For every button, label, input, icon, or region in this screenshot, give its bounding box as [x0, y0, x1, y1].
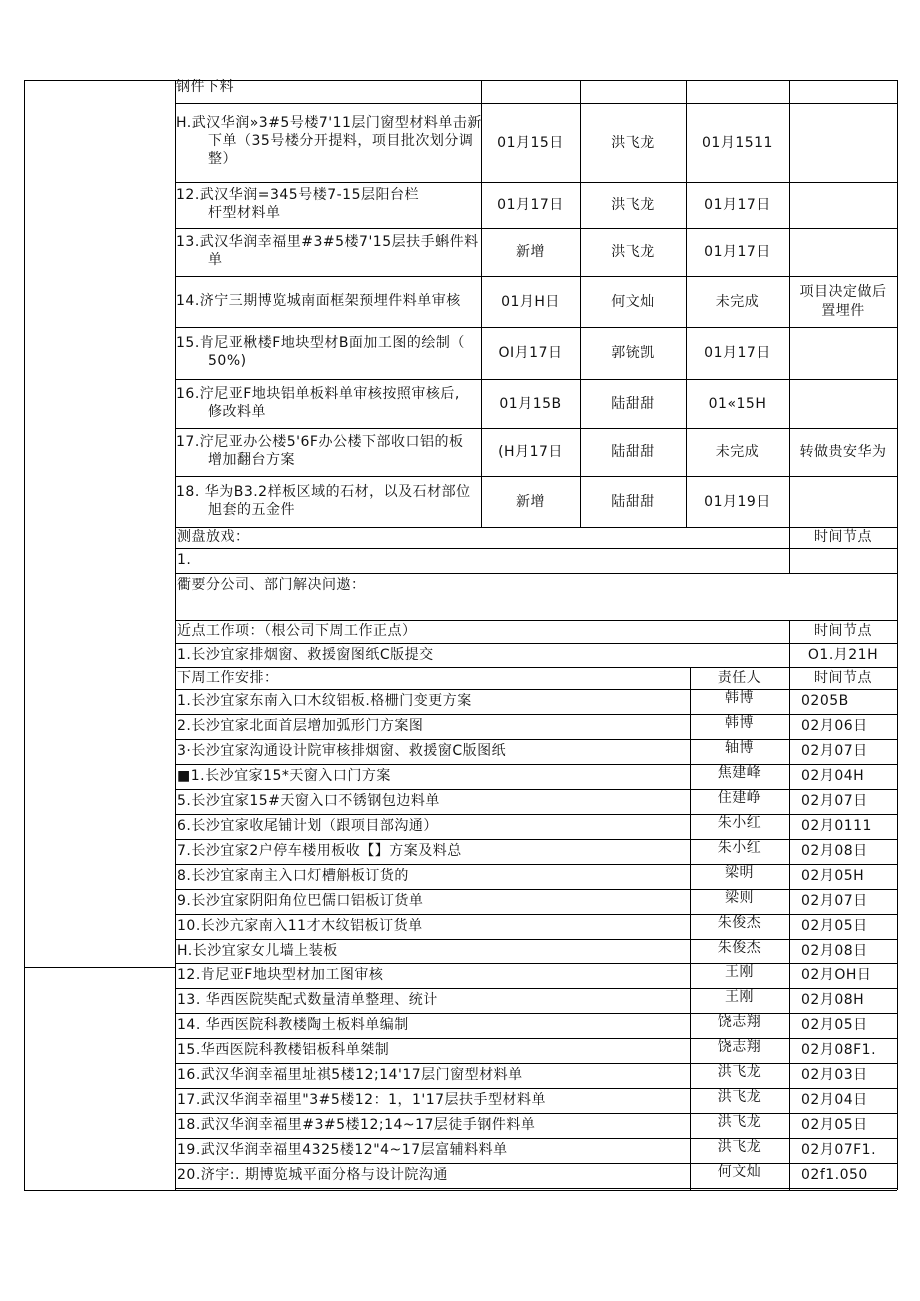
table-border [175, 573, 897, 574]
next-week-date: 02f1.050 [801, 1167, 868, 1184]
task-text [176, 114, 481, 168]
next-week-owner: 韩博 [725, 690, 754, 706]
next-week-owner: 住建峥 [717, 789, 762, 806]
table-border [175, 667, 897, 668]
next-week-owner: 焦建峰 [717, 764, 762, 781]
focus-item: 1.长沙宜家排烟窗、救援窗图纸C版提交 [177, 647, 434, 663]
task-text [176, 233, 481, 269]
task-line: 17.泞尼亚办公楼5'6F办公楼下部收口铝的板 [176, 434, 464, 450]
task-line: 杆型材料单 [208, 205, 281, 221]
plan-date: 01月H日 [501, 293, 560, 310]
responsible-person: 郭铳凯 [611, 345, 655, 361]
task-line: 整） [208, 151, 237, 167]
plan-date: 新增 [516, 493, 545, 510]
table-border [175, 476, 897, 477]
next-week-owner: 饶志翔 [717, 1039, 762, 1056]
next-week-task: 15.华西医院科教楼铝板科单桀制 [177, 1042, 390, 1059]
focus-item-date: O1.月21H [807, 647, 879, 663]
next-week-date: 0205B [801, 693, 849, 709]
next-week-owner: 朱小红 [717, 814, 762, 831]
table-border [175, 327, 897, 328]
task-text [176, 483, 481, 519]
next-week-date: 02月08H [801, 992, 865, 1009]
next-week-date: 02月04H [801, 767, 865, 784]
next-week-date: 02月OH日 [801, 967, 872, 984]
responsible-person: 陆甜甜 [611, 444, 655, 460]
next-week-owner: 何文灿 [717, 1164, 762, 1181]
remark-note: 转做贵安华为 [799, 443, 887, 460]
table-border [24, 967, 175, 968]
plan-date: 01月15B [499, 395, 562, 412]
task-line: 15.肯尼亚楸楼F地块型材B面加工图的绘制（ [176, 335, 465, 351]
completion-status: 未完成 [715, 444, 760, 460]
next-week-task: H.长沙宜家女儿墙上装板 [177, 942, 338, 959]
task-line: 50%) [208, 353, 247, 369]
plan-date: 新增 [516, 244, 545, 260]
next-week-label: 下周工作安排： [177, 670, 279, 686]
responsible-person: 洪飞龙 [611, 134, 655, 151]
next-week-date: 02月04日 [801, 1092, 868, 1109]
task-line: 钢件下料 [176, 79, 234, 95]
completion-status: 未完成 [715, 293, 760, 310]
table-border [897, 80, 898, 1190]
next-week-owner: 轴博 [725, 739, 754, 756]
next-week-task: 17.武汉华润幸福里"3#5楼12：1，1'17层扶手型材料单 [177, 1092, 547, 1109]
next-week-task: 1.长沙宜家东南入口木纹铝板.格栅门变更方案 [177, 693, 472, 709]
completion-status: 01月1511 [702, 134, 773, 151]
time-node-header: 时间节点 [814, 623, 872, 639]
test-section-label: 测盘放戏： [177, 529, 250, 545]
task-line: 16.泞尼亚F地块铝单板料单审核按照审核后, [176, 385, 460, 402]
task-line: 增加翻台方案 [208, 452, 295, 468]
table-border [175, 182, 897, 183]
next-week-date: 02月06日 [801, 717, 868, 734]
task-text [176, 334, 481, 370]
next-week-owner: 朱俊杰 [717, 914, 762, 931]
responsible-person: 洪飞龙 [611, 197, 655, 213]
focus-section-label: 近点工作项：（根公司下周工作正点） [177, 623, 417, 639]
next-week-date: 02月08日 [801, 942, 868, 959]
table-border [175, 103, 897, 104]
next-week-date: 02月05日 [801, 1017, 868, 1034]
table-border [175, 643, 897, 644]
plan-date: 01月15日 [497, 134, 564, 151]
table-border [175, 1188, 897, 1189]
work-report-table [24, 80, 897, 1192]
next-week-task: 9.长沙宜家阴阳角位巴儒口铝板订货单 [177, 892, 424, 909]
next-week-date: 02月05日 [801, 917, 868, 934]
task-text [176, 433, 481, 469]
next-week-date: 02月08F1. [801, 1042, 877, 1059]
next-week-owner: 洪飞龙 [717, 1114, 762, 1131]
test-item: 1. [177, 552, 192, 568]
next-week-owner: 王刚 [725, 989, 754, 1006]
responsible-person: 何文灿 [611, 293, 655, 310]
next-week-owner: 洪飞龙 [717, 1089, 762, 1106]
time-node-header: 时间节点 [814, 670, 872, 686]
next-week-task: 6.长沙宜家收尾铺计划（跟项目部沟通） [177, 817, 438, 834]
plan-date: OI月17日 [498, 345, 563, 361]
next-week-task: 8.长沙宜家南主入口灯槽斛板订货的 [177, 867, 409, 884]
next-week-task: 19.武汉华润幸福里4325楼12"4~17层富辅料料单 [177, 1142, 508, 1159]
next-week-task: 12.肯尼亚F地块型材加工图审核 [177, 967, 384, 984]
next-week-date: 02月08日 [801, 842, 868, 859]
next-week-task: 7.长沙宜家2户停车楼用板收【】方案及料总 [177, 842, 462, 859]
completion-status: 01月17日 [704, 345, 771, 361]
next-week-owner: 梁则 [725, 889, 754, 906]
task-line: 下单（35号楼分开提料，项目批次划分调 [208, 133, 474, 149]
task-text [176, 78, 481, 96]
task-text [176, 292, 481, 310]
next-week-task: 3·长沙宜家沟通设计院审核排烟窗、救援窗C版图纸 [177, 742, 507, 759]
next-week-date: 02月05H [801, 867, 865, 884]
next-week-task: ■1.长沙宜家15*天窗入口门方案 [177, 767, 391, 784]
next-week-task: 16.武汉华润幸福里址祺5楼12;14'17层门窗型材料单 [177, 1067, 523, 1084]
task-text [176, 385, 481, 421]
help-section-label: 衢要分公司、部门解决问遨： [177, 577, 366, 593]
table-border [175, 548, 897, 549]
responsible-person: 陆甜甜 [611, 395, 655, 412]
next-week-owner: 洪飞龙 [717, 1139, 762, 1156]
task-line: 12.武汉华润=345号楼7-15层阳台栏 [176, 187, 419, 203]
completion-status: 01«15H [708, 395, 767, 412]
task-line: 18. 华为B3.2样板区域的石材，以及石材部位 [176, 483, 471, 500]
table-border [24, 80, 25, 1190]
next-week-date: 02月07F1. [801, 1142, 877, 1159]
table-border [175, 379, 897, 380]
next-week-owner: 韩博 [725, 714, 754, 731]
table-border [175, 228, 897, 229]
next-week-owner: 王刚 [725, 964, 754, 981]
responsible-person: 洪飞龙 [611, 244, 655, 260]
next-week-task: 2.长沙宜家北面首层增加弧形门方案图 [177, 717, 424, 734]
table-border [789, 620, 790, 1190]
plan-date: 01月17日 [497, 197, 564, 213]
next-week-owner: 饶志翔 [717, 1014, 762, 1031]
remark-note: 置埋件 [821, 302, 865, 319]
table-border [175, 620, 897, 621]
task-line: 单 [208, 252, 223, 268]
next-week-date: 02月07日 [801, 892, 868, 909]
next-week-task: 18.武汉华润幸福里#3#5楼12;14~17层徒手钢件料单 [177, 1117, 536, 1134]
next-week-task: 13. 华西医院奘配式数量清单整理、统计 [177, 992, 438, 1009]
next-week-date: 02月03日 [801, 1067, 868, 1084]
task-line: 修改料单 [208, 403, 266, 420]
plan-date: (H月17日 [498, 444, 563, 460]
completion-status: 01月19日 [704, 493, 771, 510]
next-week-task: 10.长沙亢家南入11才木纹铝板订货单 [177, 917, 423, 934]
responsible-person: 陆甜甜 [611, 493, 655, 510]
completion-status: 01月17日 [704, 244, 771, 260]
time-node-header: 时间节点 [814, 529, 872, 545]
next-week-owner: 朱小红 [717, 839, 762, 856]
next-week-task: 5.长沙宜家15#天窗入口不锈钢包边料单 [177, 792, 440, 809]
next-week-owner: 洪飞龙 [717, 1064, 762, 1081]
next-week-date: 02月07日 [801, 792, 868, 809]
next-week-date: 02月0111 [801, 817, 872, 834]
next-week-date: 02月05日 [801, 1117, 868, 1134]
table-border [24, 1190, 897, 1191]
task-line: 14.济宁三期博览城南面框架预埋件料单审核 [176, 293, 461, 309]
table-border [175, 428, 897, 429]
next-week-owner: 朱俊杰 [717, 939, 762, 956]
remark-note: 项目决定做后 [799, 283, 887, 300]
owner-header: 责任人 [717, 670, 762, 686]
completion-status: 01月17日 [704, 197, 771, 213]
next-week-owner: 梁明 [725, 864, 754, 881]
task-text [176, 186, 481, 222]
task-line: 旭套的五金件 [208, 501, 295, 518]
next-week-date: 02月07日 [801, 742, 868, 759]
task-line: H.武汉华润»3#5号楼7'11层门窗型材料单击新 [176, 115, 482, 131]
table-border [175, 276, 897, 277]
next-week-task: 14. 华西医院科教楼陶土板料单编制 [177, 1017, 409, 1034]
task-line: 13.武汉华润幸福里#3#5楼7'15层扶手蝌件料 [176, 234, 479, 250]
next-week-task: 20.济宇:. 期博览城平面分格与设计院沟通 [177, 1167, 448, 1184]
